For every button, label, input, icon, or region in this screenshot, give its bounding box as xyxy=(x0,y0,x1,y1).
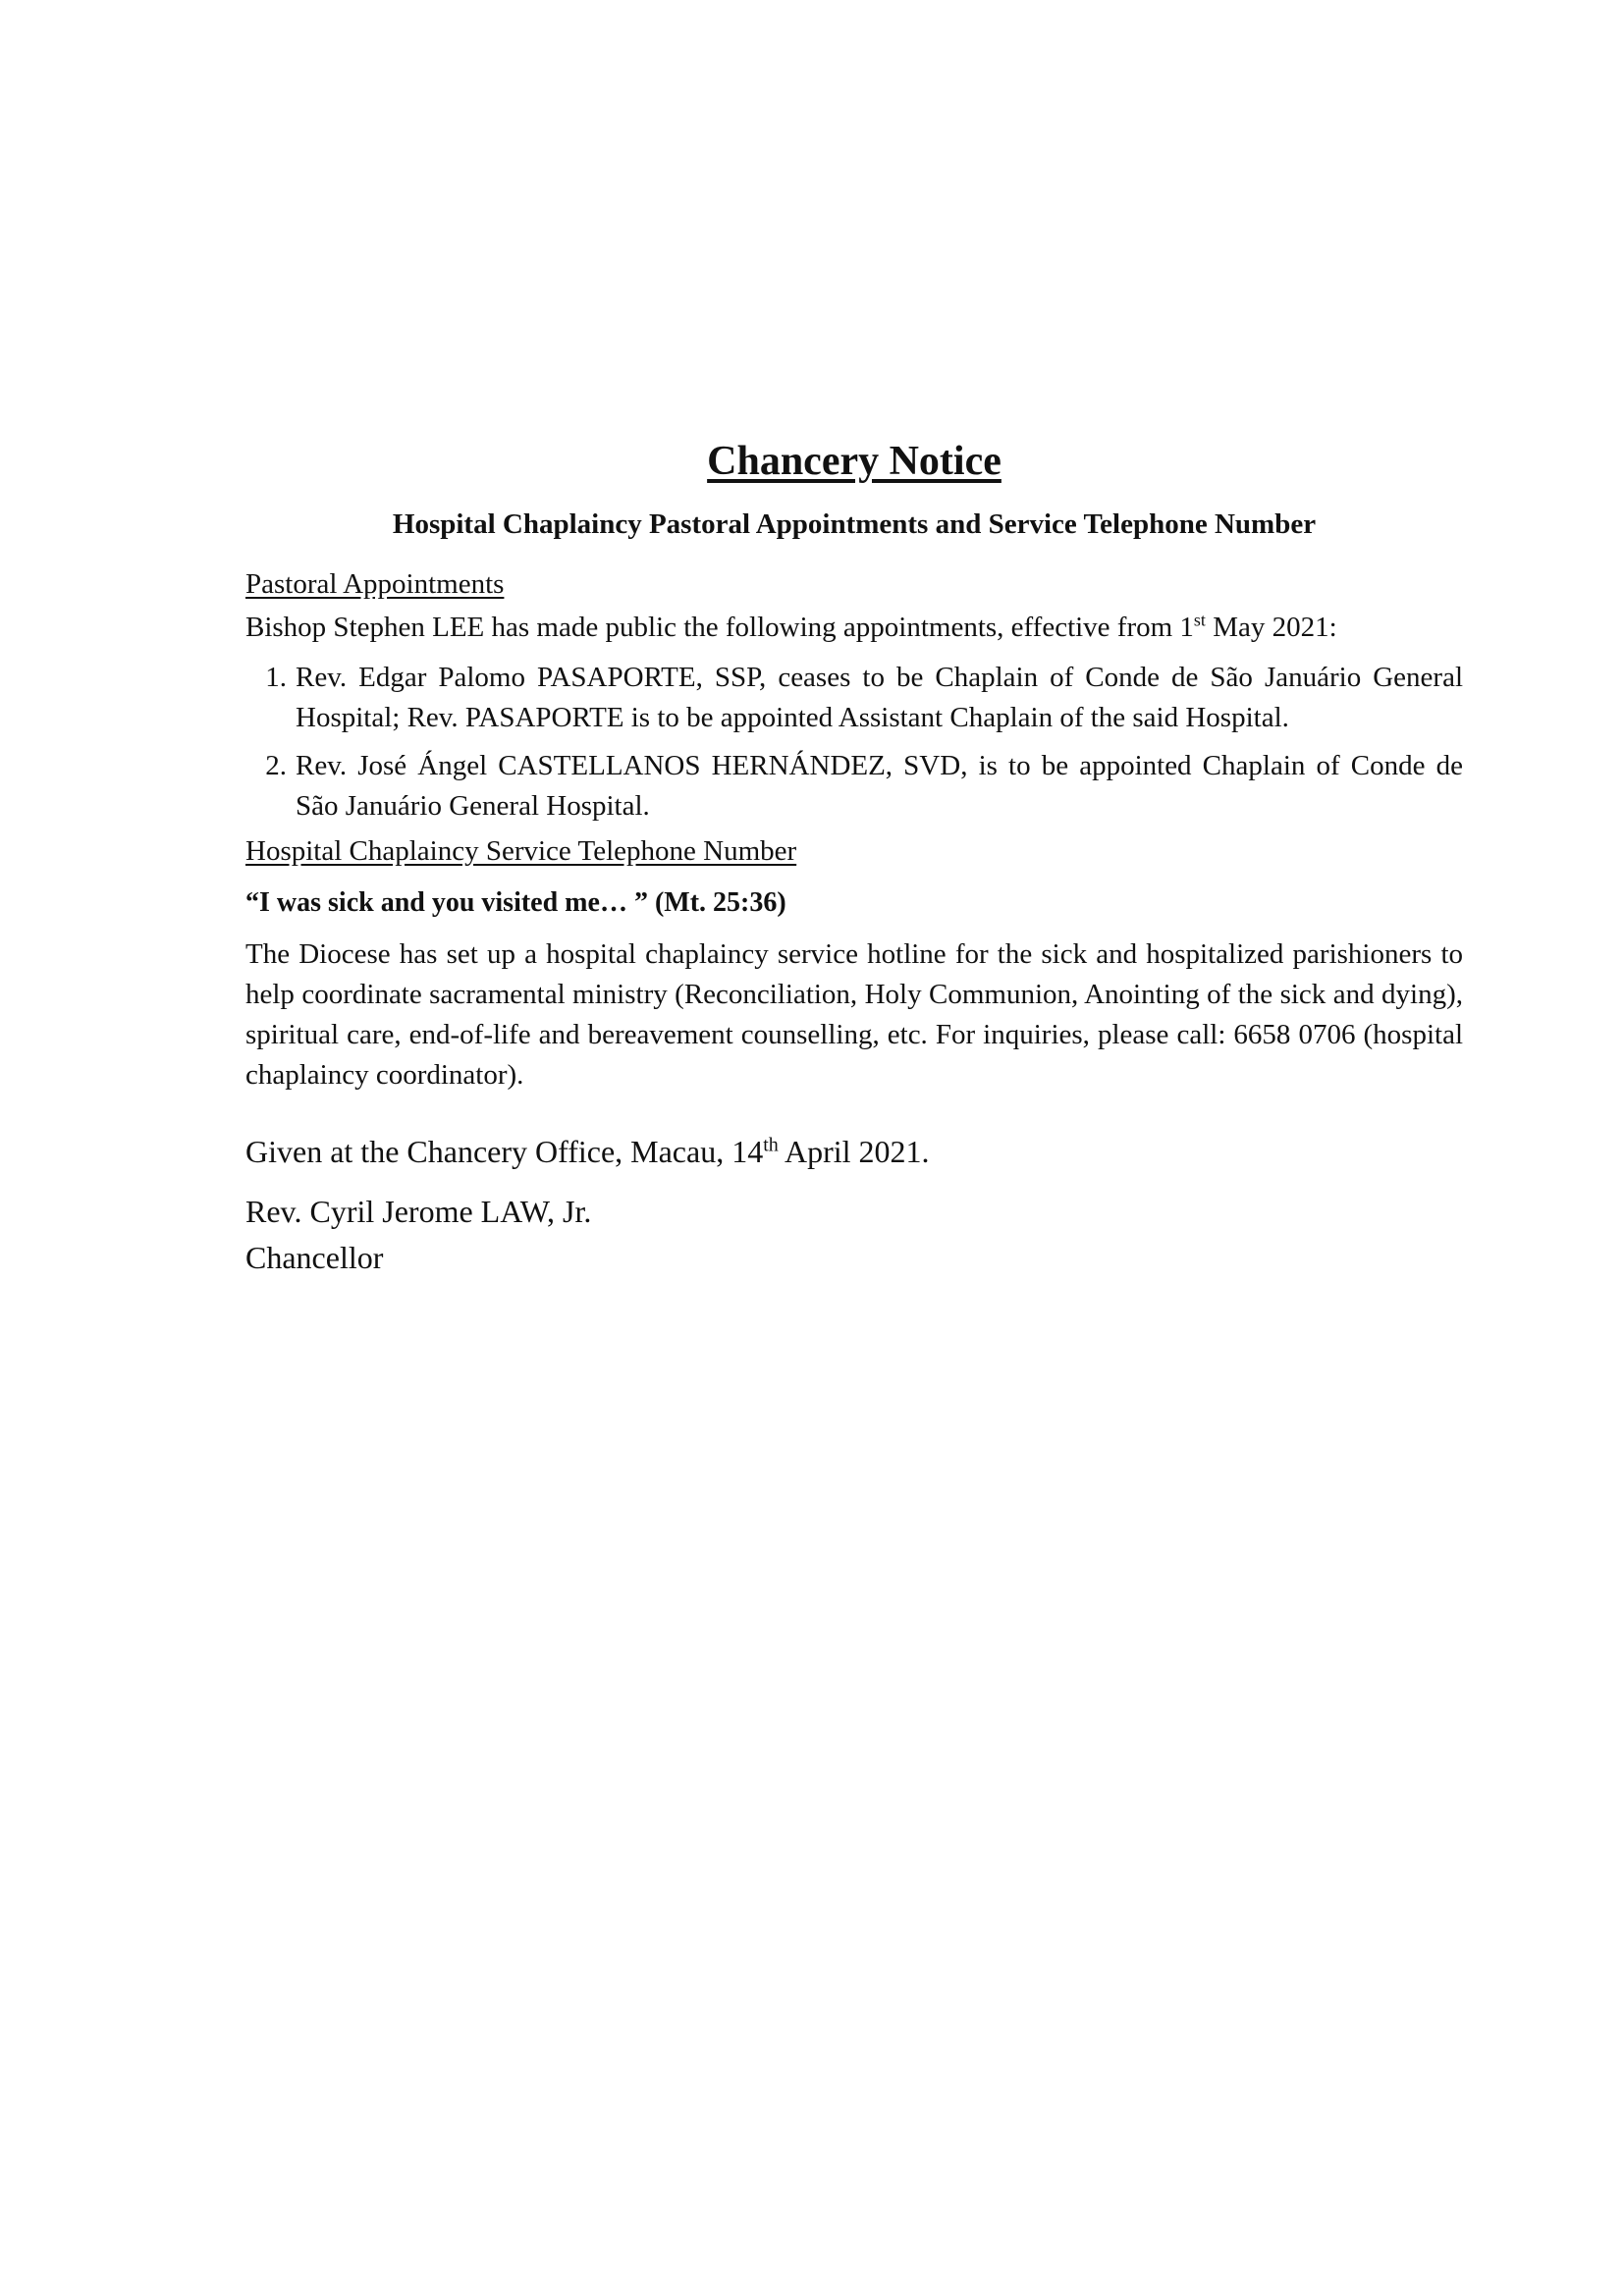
closing-block xyxy=(245,1133,1463,1280)
list-item-text: Rev. José Ángel CASTELLANOS HERNÁNDEZ, SVD, is to be appointed Chaplain of Conde de São Januário General Hospital. xyxy=(296,749,1463,822)
hotline-paragraph: The Diocese has set up a hospital chaplaincy service hotline for the sick and hospitalized parishioners to help coordinate sacramental ministry (Reconciliation, Holy Communion, Anointing of the sick and dying), spiritual care, end-of-life and bereavement counselling, etc. For inquiries, please call: 6658 0706 (hospital chaplaincy coordinator). xyxy=(245,938,1463,1092)
signer-role: Chancellor xyxy=(245,1239,384,1275)
appointments-intro-text: Bishop Stephen LEE has made public the following appointments, effective from 1 xyxy=(245,611,1194,643)
given-at-line xyxy=(245,1133,1463,1170)
appointments-list xyxy=(245,658,1463,827)
telephone-section xyxy=(245,834,1463,1095)
list-item xyxy=(245,746,1463,827)
page-subtitle: Hospital Chaplaincy Pastoral Appointments and Service Telephone Number xyxy=(392,508,1317,541)
section-heading-appointments: Pastoral Appointments xyxy=(245,568,505,601)
list-item-text: Rev. Edgar Palomo PASAPORTE, SSP, ceases to be Chaplain of Conde de São Januário General Hospital; Rev. PASAPORTE is to be appointed Assistant Chaplain of the said Hospital. xyxy=(296,661,1463,733)
pastoral-appointments-section xyxy=(245,567,1463,827)
appointments-intro xyxy=(245,608,1463,648)
section-heading-telephone: Hospital Chaplaincy Service Telephone Number xyxy=(245,834,797,867)
list-item xyxy=(245,658,1463,738)
appointments-intro-tail: May 2021: xyxy=(1205,611,1337,643)
scripture-quote: “I was sick and you visited me… ” (Mt. 25:36) xyxy=(245,886,786,918)
appointments-intro-sup: st xyxy=(1193,610,1206,630)
signer-name: Rev. Cyril Jerome LAW, Jr. xyxy=(245,1193,592,1229)
given-at-tail: April 2021. xyxy=(778,1134,930,1170)
notice-document xyxy=(245,437,1463,1281)
list-item-number: 2. xyxy=(265,749,287,781)
given-at-text: Given at the Chancery Office, Macau, 14 xyxy=(245,1134,764,1170)
page-title: Chancery Notice xyxy=(707,439,1001,484)
list-item-number: 1. xyxy=(265,661,287,693)
given-at-sup: th xyxy=(763,1134,779,1156)
